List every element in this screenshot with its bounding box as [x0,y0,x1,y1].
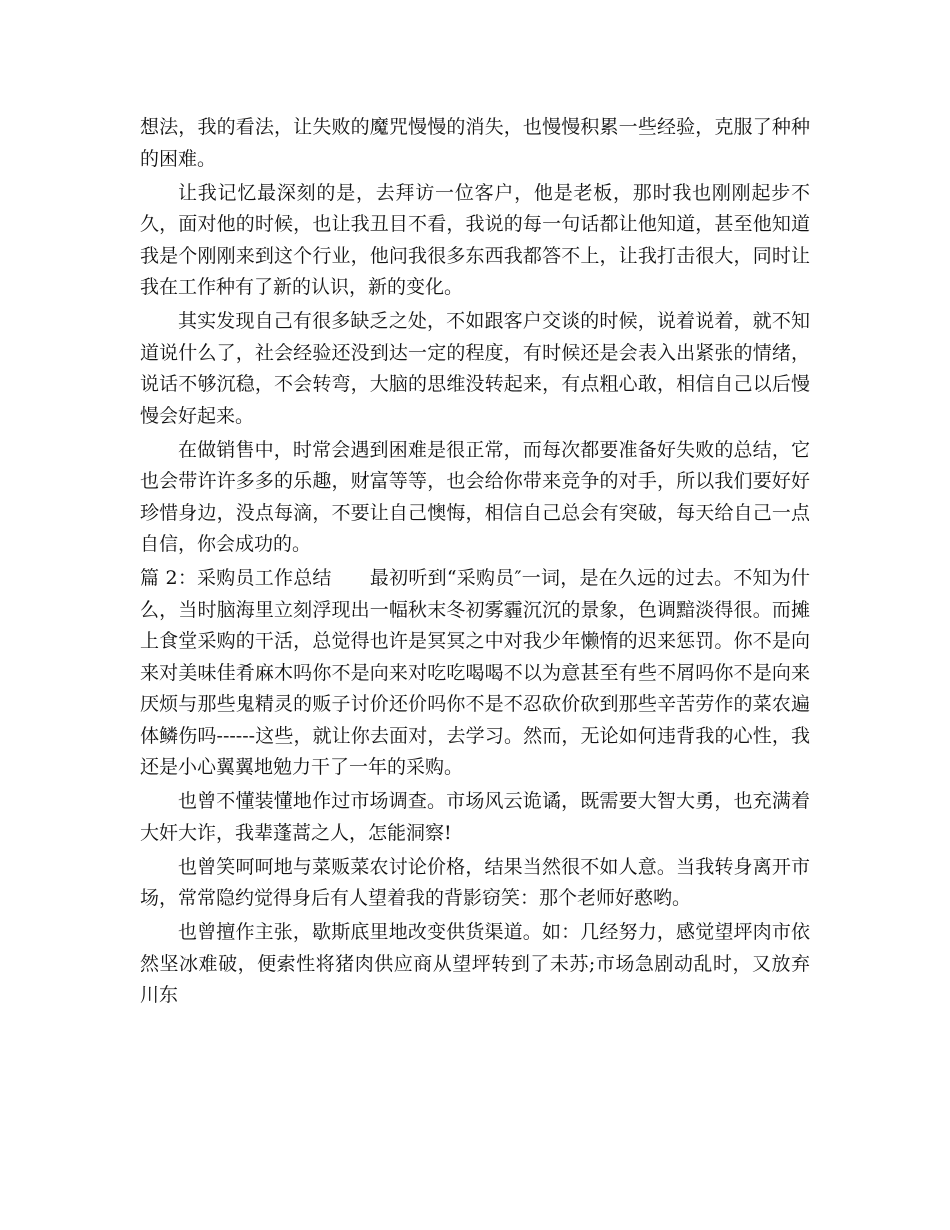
document-body [140,112,810,1014]
paragraph-5: 也曾不懂装懂地作过市场调查。市场风云诡谲，既需要大智大勇，也充满着大奸大诈，我辈蓬蒿之人，怎能洞察! [140,790,810,844]
section-2-text: 最初听到“采购员″一词，是在久远的过去。不知为什么，当时脑海里立刻浮现出一幅秋末冬初雾霾沉沉的景象，色调黯淡得很。而摊上食堂采购的干活，总觉得也许是冥冥之中对我少年懒惰的迟来惩罚。你不是向来对美味佳肴麻木吗你不是向来对吃吃喝喝不以为意甚至有些不屑吗你不是向来厌烦与那些鬼精灵的贩子讨价还价吗你不是不忍砍价砍到那些辛苦劳作的菜农遍体鳞伤吗------这些，就让你去面对，去学习。然而，无论如何违背我的心性，我还是小心翼翼地勉力干了一年的采购。 [140,567,811,778]
paragraph-7: 也曾擅作主张，歇斯底里地改变供货渠道。如：几经努力，感觉望坪肉市依然坚冰难破，便索性将猪肉供应商从望坪转到了未苏;市场急剧动乱时，又放弃川东 [140,921,810,1006]
paragraph-6: 也曾笑呵呵地与菜贩菜农讨论价格，结果当然很不如人意。当我转身离开市场，常常隐约觉得身后有人望着我的背影窃笑：那个老师好憨哟。 [140,855,810,909]
paragraph-1: 想法，我的看法，让失败的魔咒慢慢的消失，也慢慢积累一些经验，克服了种种的困难。 [140,116,810,170]
paragraph-3: 其实发现自己有很多缺乏之处，不如跟客户交谈的时候，说着说着，就不知道说什么了，社会经验还没到达一定的程度，有时候还是会表入出紧张的情绪，说话不够沉稳，不会转弯，大脑的思维没转起来，有点粗心敢，相信自己以后慢慢会好起来。 [140,310,810,427]
section-2-paragraph [140,563,810,784]
paragraph-4: 在做销售中，时常会遇到困难是很正常，而每次都要准备好失败的总结，它也会带许许多多的乐趣，财富等等，也会给你带来竞争的对手，所以我们要好好珍惜身边，没点每滴，不要让自己懊悔，相信自己总会有突破，每天给自己一点自信，你会成功的。 [140,438,810,555]
paragraph-2: 让我记忆最深刻的是，去拜访一位客户，他是老板，那时我也刚刚起步不久，面对他的时候，也让我丑目不看，我说的每一句话都让他知道，甚至他知道我是个刚刚来到这个行业，他问我很多东西我都答不上，让我打击很大，同时让我在工作种有了新的认识，新的变化。 [140,181,810,298]
section-2-label: 篇 2：采购员工作总结 [140,567,332,589]
